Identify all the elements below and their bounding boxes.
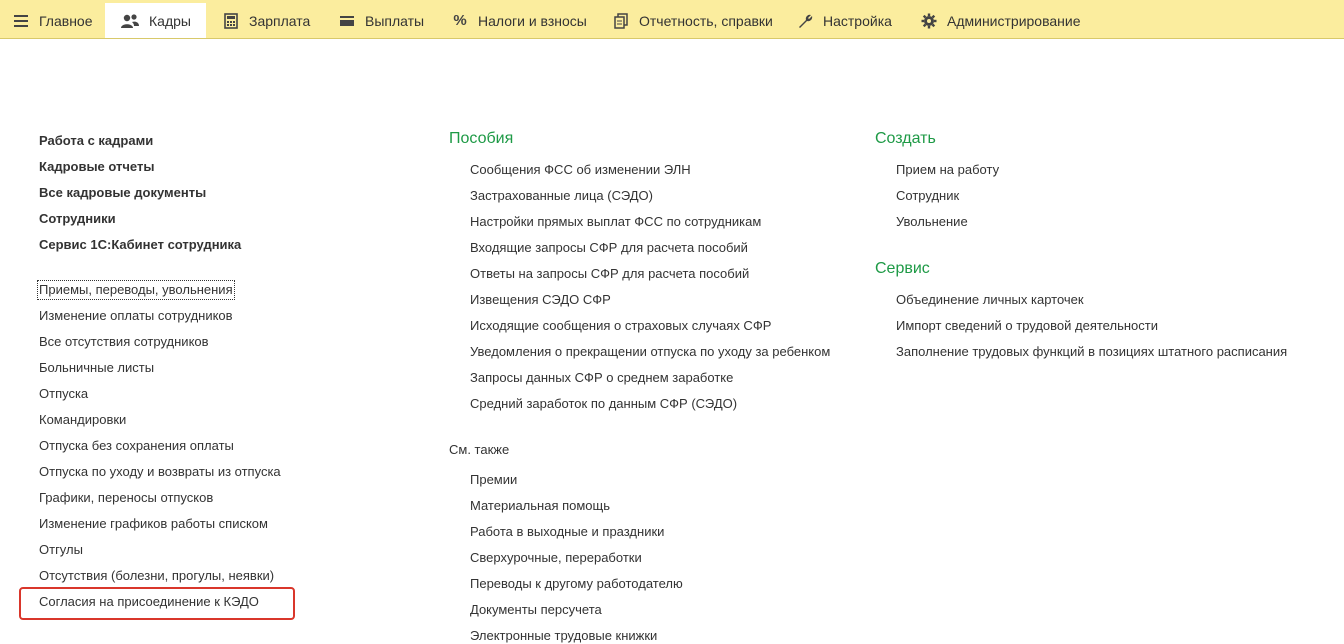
link-sedo-notices[interactable]: Извещения СЭДО СФР	[470, 292, 611, 307]
link-insured-persons[interactable]: Застрахованные лица (СЭДО)	[470, 188, 653, 203]
link-create-hiring[interactable]: Прием на работу	[896, 162, 1000, 177]
calculator-icon	[222, 13, 240, 29]
link-childcare-leave-termination[interactable]: Уведомления о прекращении отпуска по уходу за ребенком	[470, 344, 831, 359]
link-average-earnings-requests[interactable]: Запросы данных СФР о среднем заработке	[470, 370, 734, 385]
link-business-trips[interactable]: Командировки	[39, 412, 127, 427]
menu-item-label: Выплаты	[365, 12, 425, 29]
menu-item-label: Зарплата	[249, 12, 311, 29]
link-time-off[interactable]: Отгулы	[39, 542, 83, 557]
link-all-hr-documents[interactable]: Все кадровые документы	[39, 185, 207, 200]
link-create-employee[interactable]: Сотрудник	[896, 188, 960, 203]
menu-item-label: Отчетность, справки	[639, 12, 773, 29]
hamburger-icon	[12, 13, 30, 29]
documents-icon	[612, 13, 630, 29]
menu-item-reports[interactable]	[597, 3, 780, 38]
link-hr-reports[interactable]: Кадровые отчеты	[39, 159, 155, 174]
section-content	[0, 39, 1344, 643]
menu-item-label: Настройка	[823, 12, 892, 29]
link-absences-illness[interactable]: Отсутствия (болезни, прогулы, неявки)	[39, 568, 275, 583]
link-create-dismissal[interactable]: Увольнение	[896, 214, 968, 229]
link-electronic-work-books[interactable]: Электронные трудовые книжки	[470, 628, 658, 643]
link-fss-eln-messages[interactable]: Сообщения ФСС об изменении ЭЛН	[470, 162, 691, 177]
gear-icon	[920, 13, 938, 29]
link-parental-leaves[interactable]: Отпуска по уходу и возвраты из отпуска	[39, 464, 281, 479]
link-employees[interactable]: Сотрудники	[39, 211, 116, 226]
link-average-earnings-sfr[interactable]: Средний заработок по данным СФР (СЭДО)	[470, 396, 738, 411]
link-vacation-schedules[interactable]: Графики, переносы отпусков	[39, 490, 214, 505]
menu-item-settings[interactable]	[780, 3, 904, 38]
section-title-service: Сервис	[875, 260, 930, 277]
link-import-labor-activity[interactable]: Импорт сведений о трудовой деятельности	[896, 318, 1158, 333]
link-overtime[interactable]: Сверхурочные, переработки	[470, 550, 642, 565]
link-outgoing-insurance-messages[interactable]: Исходящие сообщения о страховых случаях СФР	[470, 318, 772, 333]
link-work-schedule-changes[interactable]: Изменение графиков работы списком	[39, 516, 268, 531]
link-merge-personal-cards[interactable]: Объединение личных карточек	[896, 292, 1084, 307]
menu-item-administration[interactable]	[904, 3, 1094, 38]
link-transfers-to-employer[interactable]: Переводы к другому работодателю	[470, 576, 683, 591]
wrench-icon	[796, 13, 814, 29]
link-incoming-sfr-requests[interactable]: Входящие запросы СФР для расчета пособий	[470, 240, 748, 255]
menu-item-taxes[interactable]	[436, 3, 597, 38]
menu-item-label: Налоги и взносы	[478, 12, 587, 29]
link-financial-aid[interactable]: Материальная помощь	[470, 498, 611, 513]
menu-item-main[interactable]	[0, 3, 104, 38]
link-weekend-work[interactable]: Работа в выходные и праздники	[470, 524, 665, 539]
top-menu-bar	[0, 0, 1344, 39]
link-salary-changes[interactable]: Изменение оплаты сотрудников	[39, 308, 233, 323]
link-vacations[interactable]: Отпуска	[39, 386, 89, 401]
link-personal-accounting-documents[interactable]: Документы персучета	[470, 602, 602, 617]
link-employee-cabinet-service[interactable]: Сервис 1С:Кабинет сотрудника	[39, 237, 242, 252]
link-hiring-transfers-dismissals[interactable]: Приемы, переводы, увольнения	[39, 282, 233, 297]
link-all-absences[interactable]: Все отсутствия сотрудников	[39, 334, 209, 349]
section-title-create: Создать	[875, 130, 936, 147]
link-bonuses[interactable]: Премии	[470, 472, 518, 487]
link-hr-work[interactable]: Работа с кадрами	[39, 133, 154, 148]
link-unpaid-vacations[interactable]: Отпуска без сохранения оплаты	[39, 438, 234, 453]
menu-item-label: Главное	[39, 12, 93, 29]
menu-item-label: Администрирование	[947, 12, 1081, 29]
link-sfr-request-answers[interactable]: Ответы на запросы СФР для расчета пособий	[470, 266, 750, 281]
link-sick-leaves[interactable]: Больничные листы	[39, 360, 155, 375]
link-kedo-consents[interactable]: Согласия на присоединение к КЭДО	[39, 594, 259, 609]
link-fill-labor-functions[interactable]: Заполнение трудовых функций в позициях штатного расписания	[896, 344, 1288, 359]
section-title-benefits: Пособия	[449, 130, 514, 147]
percent-icon: %	[453, 12, 467, 29]
menu-item-payments[interactable]	[322, 3, 436, 38]
section-title-see-also: См. также	[449, 442, 510, 457]
people-icon	[120, 13, 140, 29]
wallet-icon	[338, 13, 356, 29]
menu-item-salary[interactable]	[206, 3, 322, 38]
menu-item-label: Кадры	[149, 12, 191, 29]
link-direct-payments-settings[interactable]: Настройки прямых выплат ФСС по сотрудникам	[470, 214, 762, 229]
menu-item-hr[interactable]	[105, 3, 206, 38]
